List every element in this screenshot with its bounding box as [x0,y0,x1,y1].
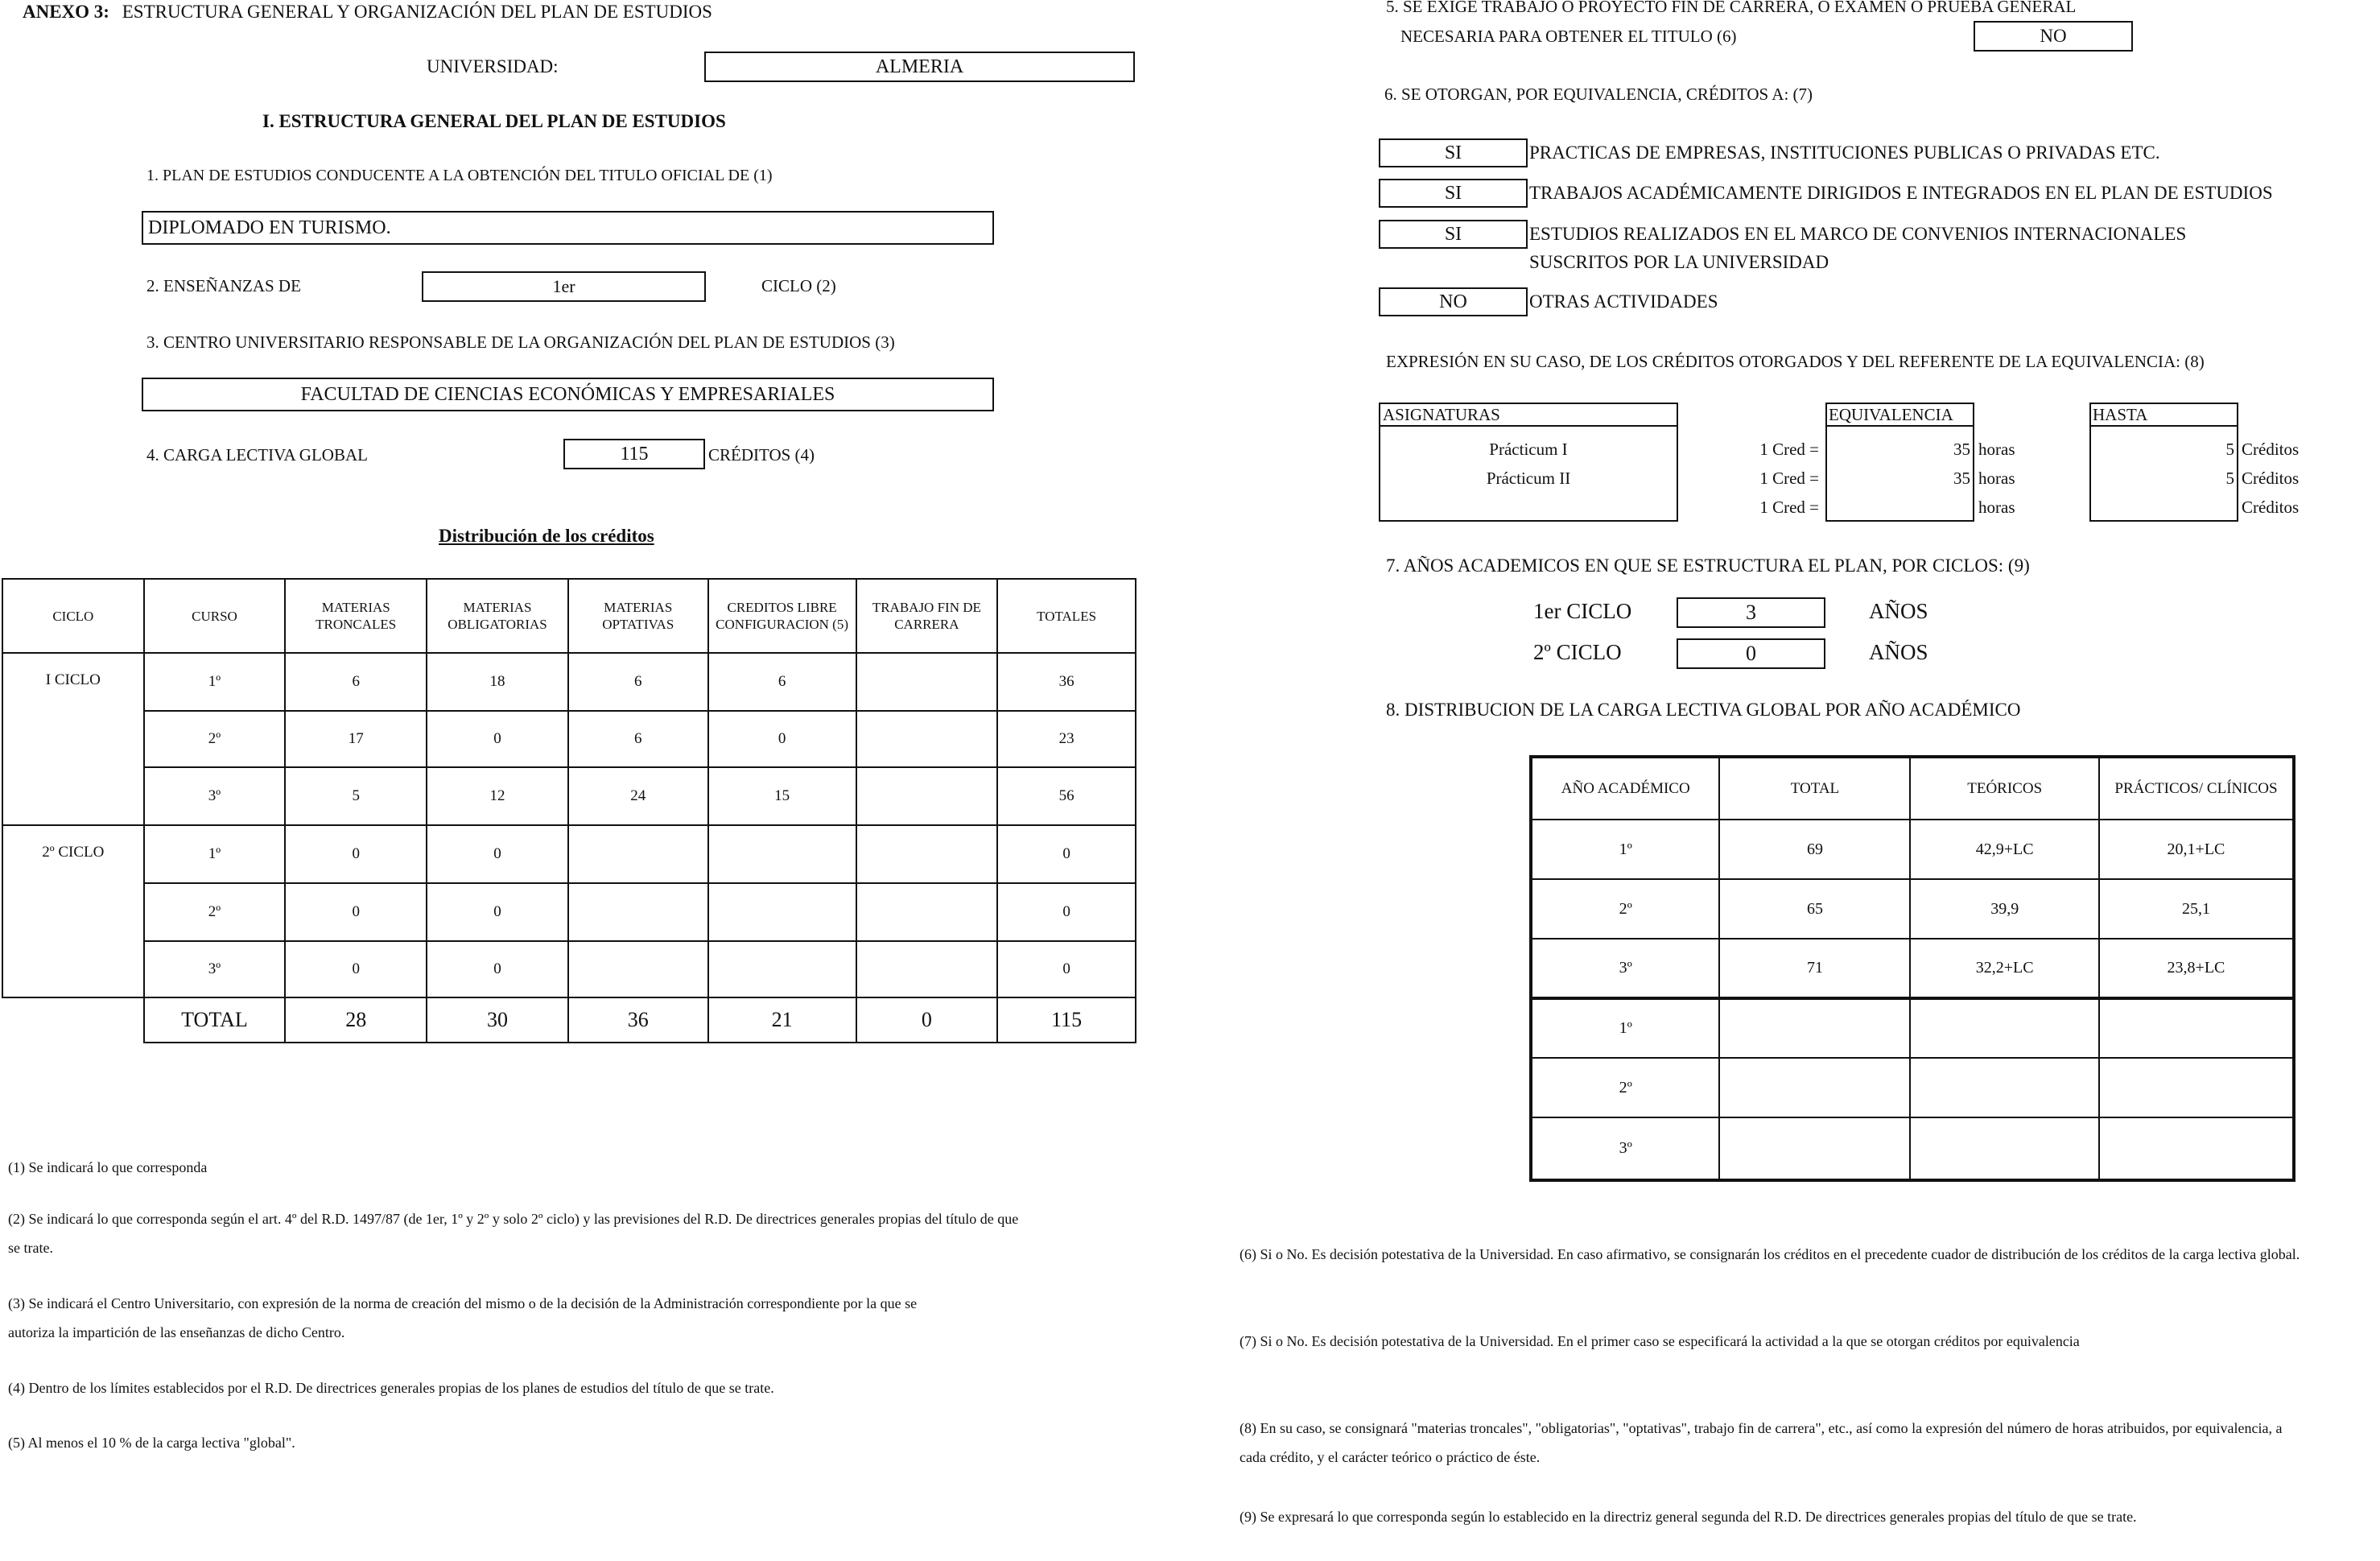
option-text: OTRAS ACTIVIDADES [1529,291,1718,312]
table-header-row [1531,757,2294,820]
cycle-cell-blank [2,767,144,825]
table-cell [708,883,856,941]
total-cell: 0 [856,997,998,1043]
footnote-8: (8) En su caso, se consignará "materias troncales", "obligatorias", "optativas", trabajo fin de carrera", etc., así como la expresión del número de horas atribuidos, por equivalencia, a cada crédito, y el carácter teórico o práctico de éste. [1239,1420,2283,1465]
table-cell: 2º [1531,879,1719,939]
table-cell: 12 [427,767,568,825]
table-row [1531,998,2294,1058]
final-project-field[interactable]: NO [1974,21,2133,52]
equivalence-header-label: EQUIVALENCIA [1829,405,1953,424]
col-header: CICLO [2,579,144,653]
footnote-2: (2) Se indicará lo que corresponda según el art. 4º del R.D. 1497/87 (de 1er, 1º y 2º y solo 2º ciclo) y las previsiones del R.D. De directrices generales propias del título de que se trate. [8,1211,1019,1256]
table-cell: 6 [568,653,708,711]
subject-name: Prácticum I [1489,440,1568,459]
table-cell [856,767,998,825]
table-cell: 1º [144,825,286,883]
cred-equals: 1 Cred = [1759,440,1819,459]
col-header: TEÓRICOS [1910,757,2098,820]
table-row [2,941,1136,997]
table-cell: 18 [427,653,568,711]
subject-name: Prácticum II [1486,469,1571,488]
table-cell: 6 [708,653,856,711]
col-header: CURSO [144,579,286,653]
table-header-row [2,579,1136,653]
table-cell: 0 [997,825,1136,883]
item5-line1: 5. SE EXIGE TRABAJO O PROYECTO FIN DE CARRERA, O EXAMEN O PRUEBA GENERAL [1386,0,2077,16]
table-cell: 15 [708,767,856,825]
table-cell: 3º [144,767,286,825]
table-cell: 0 [997,941,1136,997]
distribution-title: Distribución de los créditos [439,526,654,546]
table-cell: 0 [285,825,427,883]
subjects-header-label: ASIGNATURAS [1383,405,1500,424]
table-row [2,825,1136,883]
item3-label: 3. CENTRO UNIVERSITARIO RESPONSABLE DE LA ORGANIZACIÓN DEL PLAN DE ESTUDIOS (3) [146,332,895,352]
table-cell: 42,9+LC [1910,820,2098,879]
table-cell [1910,1117,2098,1180]
university-field[interactable]: ALMERIA [704,52,1135,82]
option-value-box[interactable]: SI [1379,138,1528,167]
credit-distribution-table [2,578,1136,1043]
annex-header [23,2,712,23]
total-cell: 36 [568,997,708,1043]
table-cell: 1º [1531,820,1719,879]
table-cell: 3º [1531,1117,1719,1180]
credits-unit: Créditos [2242,469,2300,488]
item1-label: 1. PLAN DE ESTUDIOS CONDUCENTE A LA OBTENCIÓN DEL TITULO OFICIAL DE (1) [146,167,773,184]
table-cell: 0 [427,883,568,941]
table-cell [2099,1117,2294,1180]
table-cell: 0 [285,883,427,941]
cycle-field[interactable]: 1er [422,271,706,302]
table-cell: 23,8+LC [2099,939,2294,998]
table-cell: 20,1+LC [2099,820,2294,879]
cycle2-years-field[interactable]: 0 [1677,638,1825,669]
table-cell [856,653,998,711]
option-value-box[interactable]: NO [1379,287,1528,316]
item6-label: 6. SE OTORGAN, POR EQUIVALENCIA, CRÉDITOS A: (7) [1384,85,1813,104]
total-cell: 28 [285,997,427,1043]
annex-title: ESTRUCTURA GENERAL Y ORGANIZACIÓN DEL PLAN DE ESTUDIOS [122,2,712,22]
degree-title-field[interactable]: DIPLOMADO EN TURISMO. [142,211,994,245]
table-cell [568,825,708,883]
cycle-years-label: 2º CICLO [1533,640,1622,664]
footnote-3: (3) Se indicará el Centro Universitario, con expresión de la norma de creación del mismo o de la decisión de la Administración correspondiente por la que se autoriza la impartición de las enseñanzas de dicho Centro. [8,1295,918,1340]
col-header: TOTAL [1719,757,1910,820]
table-cell: 65 [1719,879,1910,939]
option-text-line2: SUSCRITOS POR LA UNIVERSIDAD [1529,252,1829,272]
table-cell [1910,1058,2098,1117]
item2-label: 2. ENSEÑANZAS DE [146,276,301,295]
faculty-field[interactable]: FACULTAD DE CIENCIAS ECONÓMICAS Y EMPRESARIALES [142,378,994,411]
item2-suffix: CICLO (2) [761,276,836,295]
table-row [2,883,1136,941]
table-row [2,653,1136,711]
credits-value: 5 [2225,469,2234,488]
table-cell: 32,2+LC [1910,939,2098,998]
option-text: PRACTICAS DE EMPRESAS, INSTITUCIONES PUBLICAS O PRIVADAS ETC. [1529,142,2160,163]
cred-equals: 1 Cred = [1759,469,1819,488]
table-cell [856,941,998,997]
table-cell [708,825,856,883]
table-cell: 23 [997,711,1136,767]
col-header: AÑO ACADÉMICO [1531,757,1719,820]
table-row [1531,820,2294,879]
table-cell [568,941,708,997]
table-cell [856,711,998,767]
table-cell: 2º [144,883,286,941]
empty-corner [2,997,144,1043]
col-header: MATERIAS OBLIGATORIAS [427,579,568,653]
total-row [2,997,1136,1043]
table-cell: 69 [1719,820,1910,879]
item4-suffix: CRÉDITOS (4) [708,445,815,465]
cycle-cell-blank [2,711,144,767]
option-value-box[interactable]: SI [1379,220,1528,249]
table-cell: 39,9 [1910,879,2098,939]
footnote-6: (6) Si o No. Es decisión potestativa de la Universidad. En caso afirmativo, se consignarán los créditos en el precedente cuador de distribución de los créditos de la carga lectiva global. [1239,1246,2300,1262]
cycle1-years-field[interactable]: 3 [1677,597,1825,628]
table-cell: 71 [1719,939,1910,998]
total-cell: 21 [708,997,856,1043]
table-cell: 0 [427,711,568,767]
table-cell: 0 [427,941,568,997]
credits-unit: Créditos [2242,440,2300,459]
credits-value: 5 [2225,440,2234,459]
section-title: I. ESTRUCTURA GENERAL DEL PLAN DE ESTUDIOS [262,111,726,131]
footnote-5: (5) Al menos el 10 % de la carga lectiva "global". [8,1435,295,1451]
cycle-cell: I CICLO [2,653,144,711]
item8-label: 8. DISTRIBUCION DE LA CARGA LECTIVA GLOBAL POR AÑO ACADÉMICO [1386,700,2021,720]
table-cell: 36 [997,653,1136,711]
footnote-1: (1) Se indicará lo que corresponda [8,1159,208,1175]
table-cell: 1º [1531,998,1719,1058]
item5-line2: NECESARIA PARA OBTENER EL TITULO (6) [1400,27,1737,46]
years-unit: AÑOS [1869,640,1928,664]
hours-value: 35 [1953,440,1970,459]
col-header: CREDITOS LIBRE CONFIGURACION (5) [708,579,856,653]
table-cell [1910,998,2098,1058]
credits-field[interactable]: 115 [563,439,705,469]
table-cell [856,883,998,941]
hours-value: 35 [1953,469,1970,488]
table-row [1531,1058,2294,1117]
table-cell [2099,1058,2294,1117]
footnote-9: (9) Se expresará lo que corresponda según lo establecido en la directriz general segunda del R.D. De directrices generales propias del título de que se trate. [1239,1509,2137,1525]
table-cell: 0 [708,711,856,767]
table-row [2,767,1136,825]
col-header: TOTALES [997,579,1136,653]
annex-label: ANEXO 3: [23,2,109,22]
table-cell [2099,998,2294,1058]
table-row [1531,879,2294,939]
hours-unit: horas [1978,498,2015,517]
total-label: TOTAL [144,997,286,1043]
option-text: ESTUDIOS REALIZADOS EN EL MARCO DE CONVENIOS INTERNACIONALES [1529,224,2187,244]
col-header: MATERIAS OPTATIVAS [568,579,708,653]
table-cell [1719,1117,1910,1180]
table-cell: 3º [144,941,286,997]
credits-unit: Créditos [2242,498,2300,517]
table-cell: 2º [1531,1058,1719,1117]
col-header: TRABAJO FIN DE CARRERA [856,579,998,653]
years-unit: AÑOS [1869,599,1928,623]
table-cell: 25,1 [2099,879,2294,939]
table-cell [856,825,998,883]
col-header: MATERIAS TRONCALES [285,579,427,653]
table-cell: 24 [568,767,708,825]
table-cell: 6 [285,653,427,711]
table-cell [1719,1058,1910,1117]
table-cell: 56 [997,767,1136,825]
until-header-label: HASTA [2093,405,2148,424]
table-cell: 6 [568,711,708,767]
academic-year-table [1529,755,2295,1182]
cred-equals: 1 Cred = [1759,498,1819,517]
table-cell: 2º [144,711,286,767]
table-row [2,711,1136,767]
table-cell: 5 [285,767,427,825]
option-text: TRABAJOS ACADÉMICAMENTE DIRIGIDOS E INTEGRADOS EN EL PLAN DE ESTUDIOS [1529,183,2273,203]
table-cell [708,941,856,997]
footnote-7: (7) Si o No. Es decisión potestativa de la Universidad. En el primer caso se especificará la actividad a la que se otorgan créditos por equivalencia [1239,1333,2080,1349]
table-row [1531,1117,2294,1180]
total-cell: 30 [427,997,568,1043]
table-cell [1719,998,1910,1058]
hours-unit: horas [1978,440,2015,459]
cycle-cell-blank [2,883,144,941]
table-cell: 1º [144,653,286,711]
option-value-box[interactable]: SI [1379,179,1528,208]
table-cell [568,883,708,941]
cycle-years-label: 1er CICLO [1533,599,1632,623]
table-cell: 17 [285,711,427,767]
table-cell: 0 [285,941,427,997]
item7-label: 7. AÑOS ACADEMICOS EN QUE SE ESTRUCTURA EL PLAN, POR CICLOS: (9) [1386,555,2030,576]
table-cell: 0 [427,825,568,883]
item4-label: 4. CARGA LECTIVA GLOBAL [146,445,368,465]
total-cell: 115 [997,997,1136,1043]
cycle-cell: 2º CICLO [2,825,144,883]
hours-unit: horas [1978,469,2015,488]
table-cell: 3º [1531,939,1719,998]
university-label: UNIVERSIDAD: [427,56,559,76]
footnote-4: (4) Dentro de los límites establecidos por el R.D. De directrices generales propias de los planes de estudios del título de que se trate. [8,1380,774,1396]
table-row [1531,939,2294,998]
col-header: PRÁCTICOS/ CLÍNICOS [2099,757,2294,820]
cycle-cell-blank [2,941,144,997]
table-cell: 0 [997,883,1136,941]
expression-label: EXPRESIÓN EN SU CASO, DE LOS CRÉDITOS OTORGADOS Y DEL REFERENTE DE LA EQUIVALENCIA: (8) [1386,352,2205,371]
